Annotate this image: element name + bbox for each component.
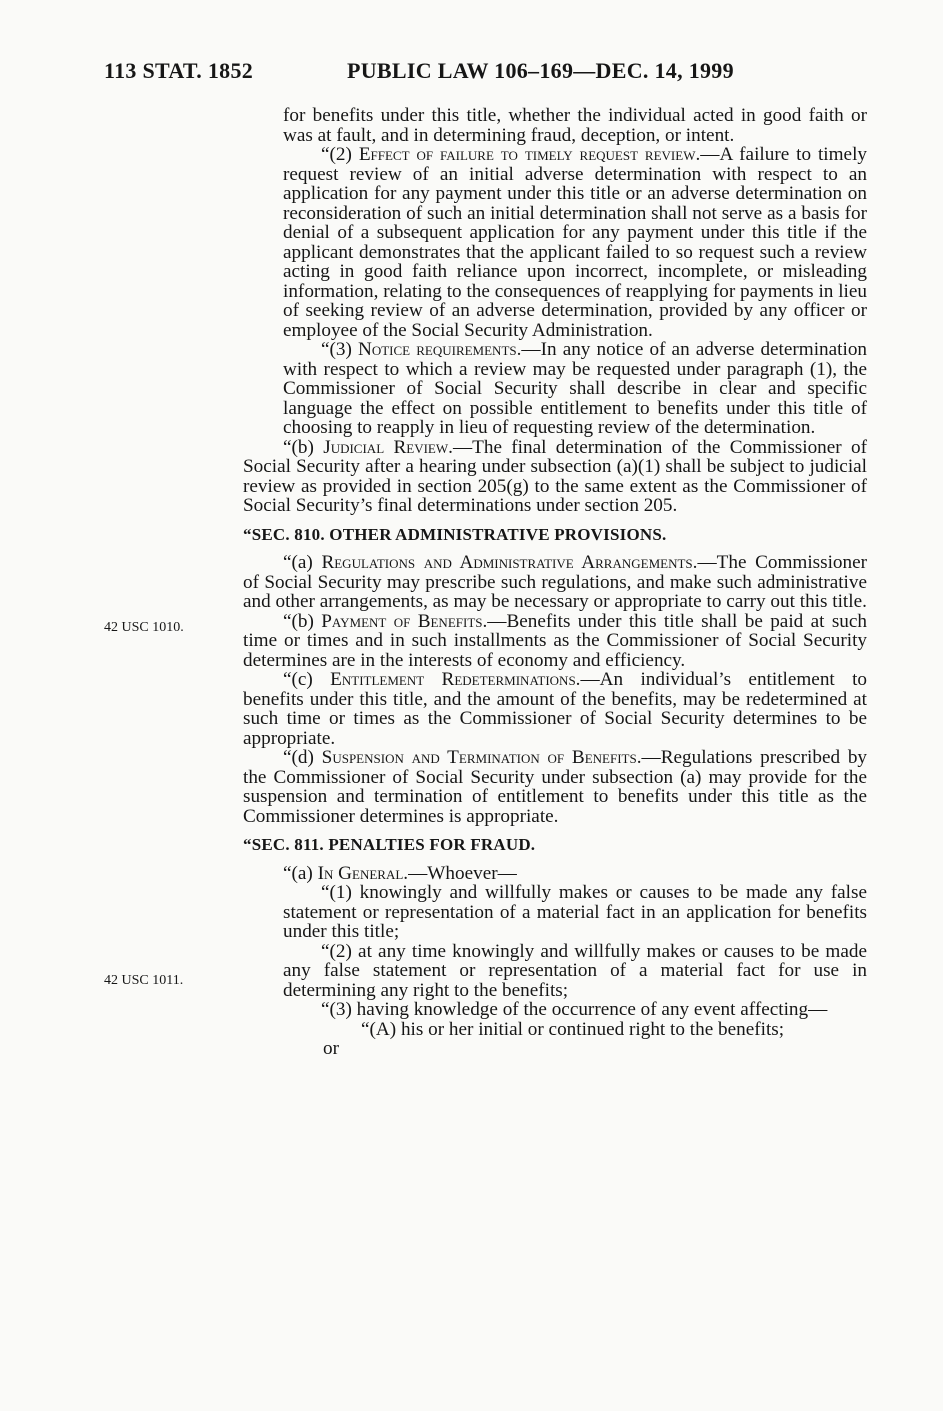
document-body [243,106,867,1059]
paragraph-body: —In any notice of an adverse determination with respect to which a review may be requested under paragraph (1), the Commissioner of Social Security shall describe in clear and specific language the effect on possible entitlement to benefits under this title of choosing to reapply in lieu of requesting review of the determination. [283,339,868,438]
paragraph-lead: “(b) [283,610,322,632]
paragraph-heading: In General. [317,862,409,884]
section-811-a [243,864,867,884]
conjunction-or: or [323,1038,339,1059]
paragraph-lead: “(b) [283,436,324,458]
paragraph-lead: “(d) [283,747,322,768]
paragraph-body: —Regulations prescribed by the Commissioner of Social Security under subsection (a) may provide for the suspension and termination of entitlement to benefits under this title as the Commissioner determines is appropriate. [243,747,868,827]
section-811-a-1: “(1) knowingly and willfully makes or causes to be made any false statement or representation of a material fact in an application for benefits under this title; [283,882,867,942]
section-810-c [243,670,867,748]
paragraph-lead: “(a) [283,552,322,573]
statute-citation: 113 STAT. 1852 [104,58,254,83]
paragraph-heading: Effect of failure to timely request review. [358,144,701,165]
margin-note-usc-1010: 42 USC 1010. [104,620,184,635]
section-810-heading: “SEC. 810. OTHER ADMINISTRATIVE PROVISIONS. [243,524,667,544]
paragraph-intro: for benefits under this title, whether the individual acted in good faith or was at fault, and in determining fraud, deception, or intent. [283,105,867,146]
paragraph-body: —Whoever— [408,862,517,884]
paragraph-body: —The final determination of the Commissioner of Social Security after a hearing under subsection (a)(1) shall be subject to judicial review as provided in section 205(g) to the same extent as the Commissioner of Social Security’s final determinations under section 205. [243,436,867,516]
section-811-a-2: “(2) at any time knowingly and willfully makes or causes to be made any false statement or representation of a material fact for use in determining any right to the benefits; [283,940,867,1001]
margin-note-usc-1011: 42 USC 1011. [104,973,184,988]
paragraph-lead: “(2) [321,144,359,165]
paragraph-2 [243,145,867,340]
paragraph-lead: “(3) [321,339,358,360]
section-811-heading: “SEC. 811. PENALTIES FOR FRAUD. [243,835,536,854]
paragraph-3 [243,340,867,438]
paragraph-body: —Benefits under this title shall be paid at such time or times and in such installments as the Commissioner of Social Security determines are in the interests of economy and efficiency. [243,610,867,671]
paragraph-heading: Suspension and Termination of Benefits. [321,747,642,768]
public-law-title: PUBLIC LAW 106–169—DEC. 14, 1999 [347,58,734,83]
paragraph-heading: Notice requirements. [358,339,522,360]
section-810-a [243,553,867,612]
section-810-d [243,748,867,826]
paragraph-body: —The Commissioner of Social Security may prescribe such regulations, and make such administrative and other arrangements, as may be necessary or appropriate to carry out this title. [243,552,868,612]
paragraph-body: —A failure to timely request review of an initial adverse determination with respect to an application for any payment under this title or an adverse determination on reconsideration of such an initial determination shall not serve as a basis for denial of a subsequent application for any payment under this title if the applicant demonstrates that the applicant failed to so request such a review acting in good faith reliance upon incorrect, incomplete, or misleading information, relating to the consequences of reapplying for payments in lieu of seeking review of an adverse determination, provided by any officer or employee of the Social Security Administration. [283,144,867,341]
paragraph-heading: Entitlement Redeterminations. [330,669,581,690]
paragraph-heading: Regulations and Administrative Arrangements. [321,552,698,573]
subsection-b-judicial-review [243,438,867,516]
paragraph-heading: Payment of Benefits. [321,610,488,632]
section-810-b [243,612,867,671]
section-811-a-3-A: “(A) his or her initial or continued right to the benefits; [361,1018,785,1040]
paragraph-body: —An individual’s entitlement to benefits under this title, and the amount of the benefits, may be redetermined at such time or times as the Commissioner of Social Security determines to be appropriate. [243,669,868,749]
page-header [0,58,943,88]
paragraph-lead: “(c) [283,669,331,690]
section-811-a-3: “(3) having knowledge of the occurrence of any event affecting— [321,999,828,1020]
paragraph-lead: “(a) [283,862,318,884]
paragraph-heading: Judicial Review. [323,436,453,458]
